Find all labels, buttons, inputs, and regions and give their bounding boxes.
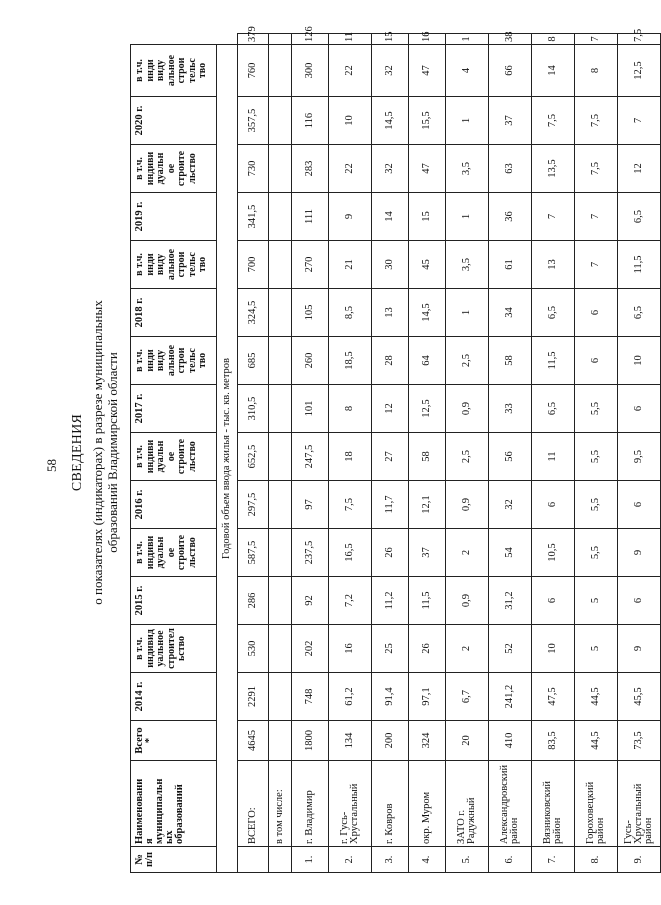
row-value-cell: 54 (489, 529, 532, 577)
row-name-cell: Александровский район (489, 761, 532, 847)
row-value-cell: 1 (446, 34, 489, 45)
row-value-cell: 6 (532, 481, 575, 529)
row-value-cell: 101 (292, 385, 329, 433)
header-year-individual (131, 625, 217, 673)
row-value-cell (269, 673, 292, 721)
row-value-cell (269, 241, 292, 289)
header-year-individual-line: альное (165, 248, 177, 281)
row-value-cell: 6 (618, 481, 661, 529)
row-value-cell: 3,5 (446, 145, 489, 193)
row-value-cell: 20 (446, 721, 489, 761)
header-name-line: ых (164, 830, 175, 844)
row-value-cell: 283 (292, 145, 329, 193)
row-value-cell: 7,5 (329, 481, 372, 529)
header-year-individual-line: виду (155, 253, 166, 276)
header-year-individual (131, 145, 217, 193)
header-year-individual-line: тельс (186, 252, 198, 277)
row-value-cell: 6 (618, 385, 661, 433)
row-value-cell: 12,1 (409, 481, 446, 529)
header-year-individual-line: в т.ч. (134, 157, 145, 180)
header-year-individual-line: альное (165, 54, 177, 87)
header-year-individual-line: в т.ч. (134, 637, 145, 660)
row-value-cell: 2 (446, 529, 489, 577)
header-year-individual-line: тво (197, 352, 208, 369)
row-value-cell: 241,2 (489, 673, 532, 721)
row-num-cell: 4. (409, 847, 446, 873)
row-value-cell (269, 625, 292, 673)
row-value-cell: 16,5 (329, 529, 372, 577)
row-value-cell: 32 (489, 481, 532, 529)
header-name-line: я (144, 838, 155, 844)
row-value-cell: 33 (489, 385, 532, 433)
row-value-cell: 13,5 (532, 145, 575, 193)
row-value-cell: 111 (292, 193, 329, 241)
row-value-cell: 11 (532, 433, 575, 481)
header-year-individual (131, 45, 217, 97)
row-value-cell: 18 (329, 433, 372, 481)
header-year-individual-line: индиви (144, 535, 156, 570)
row-value-cell: 9,5 (618, 433, 661, 481)
row-value-cell: 530 (238, 625, 269, 673)
row-value-cell: 310,5 (238, 385, 269, 433)
header-year-individual-line: уальное (155, 630, 166, 667)
table-row (409, 34, 446, 873)
subtitle-line: образований Владимирской области (105, 352, 120, 553)
document-subtitle (90, 0, 120, 905)
row-value-cell: 30 (372, 241, 409, 289)
row-value-cell: 56 (489, 433, 532, 481)
row-value-cell: 97,1 (409, 673, 446, 721)
row-value-cell: 10,5 (532, 529, 575, 577)
row-value-cell: 18,5 (329, 337, 372, 385)
row-value-cell: 28 (372, 337, 409, 385)
row-value-cell: 300 (292, 45, 329, 97)
row-name-cell: Гусь-Хрустальный район (618, 761, 661, 847)
row-value-cell: 11,5 (618, 241, 661, 289)
section-title-row (217, 34, 238, 873)
table-row (292, 34, 329, 873)
row-value-cell: 9 (618, 529, 661, 577)
header-total-line: * (144, 737, 155, 744)
header-year-individual-line: ьство (176, 636, 187, 661)
row-value-cell: 341,5 (238, 193, 269, 241)
row-value-cell: 15,5 (409, 97, 446, 145)
row-num-cell: 7. (532, 847, 575, 873)
row-value-cell: 58 (409, 433, 446, 481)
row-value-cell: 6 (532, 577, 575, 625)
subtitle-line: о показателях (индикаторах) в разрезе муниципальных (90, 300, 105, 605)
row-value-cell: 8 (575, 45, 618, 97)
row-value-cell: 730 (238, 145, 269, 193)
row-num-cell: 2. (329, 847, 372, 873)
table-row (532, 34, 575, 873)
header-year-individual-line: строи (176, 57, 187, 84)
row-value-cell: 4645 (238, 721, 269, 761)
row-value-cell: 410 (489, 721, 532, 761)
header-year-individual-line: индивид (144, 629, 156, 668)
header-year-individual-line: в т.ч. (134, 253, 145, 276)
row-num-cell: 6. (489, 847, 532, 873)
row-value-cell: 44,5 (575, 673, 618, 721)
row-value-cell: 11,5 (409, 577, 446, 625)
row-value-cell: 44,5 (575, 721, 618, 761)
row-value-cell: 31,2 (489, 577, 532, 625)
row-value-cell: 700 (238, 241, 269, 289)
row-value-cell: 126 (292, 34, 329, 45)
row-value-cell: 10 (329, 97, 372, 145)
row-value-cell (269, 193, 292, 241)
row-value-cell: 0,9 (446, 577, 489, 625)
header-year: 2015 г. (131, 577, 217, 625)
row-num-cell: 3. (372, 847, 409, 873)
header-year-individual-line: альное (165, 344, 177, 377)
row-value-cell: 47,5 (532, 673, 575, 721)
row-value-cell: 7,5 (532, 97, 575, 145)
row-value-cell: 92 (292, 577, 329, 625)
row-name-cell: ЗАТО г. Радужный (446, 761, 489, 847)
row-value-cell: 1 (446, 193, 489, 241)
row-value-cell: 247,5 (292, 433, 329, 481)
row-value-cell: 0,9 (446, 385, 489, 433)
row-value-cell: 5 (575, 625, 618, 673)
row-value-cell: 15 (409, 193, 446, 241)
row-value-cell: 14,5 (409, 289, 446, 337)
row-value-cell: 748 (292, 673, 329, 721)
row-value-cell: 7,2 (329, 577, 372, 625)
table-row (372, 34, 409, 873)
header-num-line: № (134, 854, 145, 865)
indicators-table-wrapper (130, 26, 661, 873)
header-year-individual-line: в т.ч. (134, 59, 145, 82)
header-year-individual-line: индиви (144, 439, 156, 474)
header-year-individual-line: в т.ч. (134, 541, 145, 564)
row-value-cell: 11,5 (532, 337, 575, 385)
indicators-table (130, 26, 661, 873)
header-year-individual-line: тельс (186, 58, 198, 83)
row-value-cell: 260 (292, 337, 329, 385)
row-value-cell (269, 289, 292, 337)
header-year-individual-line: дуальн (155, 440, 166, 473)
row-value-cell: 37 (409, 529, 446, 577)
row-name-cell: г. Гусь-Хрустальный (329, 761, 372, 847)
table-row (446, 34, 489, 873)
row-value-cell: 357,5 (238, 97, 269, 145)
row-value-cell: 324 (409, 721, 446, 761)
row-value-cell: 12 (618, 145, 661, 193)
row-value-cell: 16 (409, 34, 446, 45)
row-value-cell: 5,5 (575, 385, 618, 433)
row-value-cell: 22 (329, 45, 372, 97)
row-value-cell: 286 (238, 577, 269, 625)
row-value-cell: 134 (329, 721, 372, 761)
row-value-cell: 97 (292, 481, 329, 529)
header-name-line: Наименовани (134, 778, 145, 844)
row-value-cell: 7 (532, 193, 575, 241)
row-value-cell: 3,5 (446, 241, 489, 289)
header-year-individual-line: льство (186, 441, 198, 472)
header-year-individual-line: дуальн (155, 536, 166, 569)
row-value-cell: 16 (329, 625, 372, 673)
row-value-cell: 13 (372, 289, 409, 337)
row-value-cell: 379 (238, 34, 269, 45)
row-value-cell: 1800 (292, 721, 329, 761)
row-value-cell: 6 (575, 337, 618, 385)
row-value-cell: 587,5 (238, 529, 269, 577)
row-value-cell: 324,5 (238, 289, 269, 337)
header-year-individual-line: индиви (144, 151, 156, 186)
header-year-individual-line: тво (197, 256, 208, 273)
row-value-cell: 38 (489, 34, 532, 45)
header-year: 2020 г. (131, 97, 217, 145)
header-year-individual-line: льство (186, 537, 198, 568)
row-value-cell: 14,5 (372, 97, 409, 145)
row-value-cell: 6 (575, 289, 618, 337)
header-year-individual-line: строител (165, 628, 177, 669)
header-name (131, 761, 217, 847)
row-name-cell: в том числе: (269, 761, 292, 847)
row-value-cell (269, 433, 292, 481)
row-value-cell: 6,5 (618, 289, 661, 337)
header-year-individual-line: ое (165, 451, 177, 462)
row-value-cell: 52 (489, 625, 532, 673)
row-num-cell (238, 847, 269, 873)
header-year-individual-line: льство (186, 153, 198, 184)
row-value-cell: 47 (409, 145, 446, 193)
header-num (131, 847, 217, 873)
row-value-cell (269, 97, 292, 145)
row-value-cell: 760 (238, 45, 269, 97)
header-total-line: Всего (134, 727, 145, 754)
row-value-cell: 2,5 (446, 433, 489, 481)
row-value-cell (269, 45, 292, 97)
row-value-cell: 6,5 (532, 289, 575, 337)
header-name-line: муниципальн (154, 778, 165, 844)
row-value-cell: 0,9 (446, 481, 489, 529)
row-value-cell: 6,5 (618, 193, 661, 241)
row-value-cell (269, 721, 292, 761)
row-value-cell: 11,2 (372, 577, 409, 625)
header-year: 2016 г. (131, 481, 217, 529)
row-value-cell: 11 (329, 34, 372, 45)
row-value-cell: 36 (489, 193, 532, 241)
row-value-cell: 7 (575, 241, 618, 289)
row-value-cell: 685 (238, 337, 269, 385)
table-body (217, 26, 661, 873)
header-year-individual-line: ое (165, 163, 177, 174)
row-value-cell: 63 (489, 145, 532, 193)
row-value-cell: 25 (372, 625, 409, 673)
header-year-individual (131, 337, 217, 385)
row-value-cell (269, 577, 292, 625)
row-value-cell: 8,5 (329, 289, 372, 337)
row-value-cell (269, 145, 292, 193)
header-year-individual-line: инди (144, 349, 156, 372)
row-value-cell: 2,5 (446, 337, 489, 385)
row-value-cell: 47 (409, 45, 446, 97)
header-year: 2019 г. (131, 193, 217, 241)
header-year-individual-line: ое (165, 547, 177, 558)
row-value-cell: 15 (372, 34, 409, 45)
header-year-individual-line: в т.ч. (134, 445, 145, 468)
table-row (618, 34, 661, 873)
header-year-individual-line: тво (197, 62, 208, 79)
row-value-cell (269, 481, 292, 529)
row-value-cell: 8 (329, 385, 372, 433)
row-value-cell: 6,5 (532, 385, 575, 433)
header-year-individual-line: тельс (186, 348, 198, 373)
row-value-cell: 6,7 (446, 673, 489, 721)
table-row (329, 34, 372, 873)
row-value-cell: 202 (292, 625, 329, 673)
header-year-individual-line: строите (176, 150, 187, 187)
header-year-individual-line: строите (176, 534, 187, 571)
row-value-cell (269, 34, 292, 45)
table-row-including (269, 34, 292, 873)
row-value-cell: 5 (575, 577, 618, 625)
header-name-line: образований (174, 784, 185, 844)
row-value-cell: 1 (446, 289, 489, 337)
header-year-individual-line: дуальн (155, 152, 166, 185)
row-value-cell: 5,5 (575, 529, 618, 577)
row-value-cell: 32 (372, 45, 409, 97)
row-value-cell (269, 529, 292, 577)
row-name-cell: окр. Муром (409, 761, 446, 847)
row-value-cell: 7,5 (575, 145, 618, 193)
row-value-cell: 27 (372, 433, 409, 481)
row-value-cell: 91,4 (372, 673, 409, 721)
row-value-cell: 83,5 (532, 721, 575, 761)
header-year-individual-line: строите (176, 438, 187, 475)
header-year: 2017 г. (131, 385, 217, 433)
row-value-cell: 13 (532, 241, 575, 289)
row-value-cell: 73,5 (618, 721, 661, 761)
row-value-cell: 37 (489, 97, 532, 145)
row-value-cell (269, 337, 292, 385)
row-value-cell: 4 (446, 45, 489, 97)
header-year-individual-line: инди (144, 59, 156, 82)
row-value-cell: 2291 (238, 673, 269, 721)
row-value-cell: 2 (446, 625, 489, 673)
row-value-cell: 5,5 (575, 481, 618, 529)
document-title: СВЕДЕНИЯ (70, 413, 85, 492)
row-value-cell: 14 (532, 45, 575, 97)
header-year-individual-line: инди (144, 253, 156, 276)
row-value-cell: 7,5 (618, 34, 661, 45)
row-name-cell: ВСЕГО: (238, 761, 269, 847)
row-value-cell: 64 (409, 337, 446, 385)
row-num-cell: 9. (618, 847, 661, 873)
row-value-cell: 116 (292, 97, 329, 145)
row-value-cell: 11,7 (372, 481, 409, 529)
row-value-cell: 12 (372, 385, 409, 433)
header-year-individual (131, 241, 217, 289)
row-value-cell: 9 (618, 625, 661, 673)
row-value-cell: 12,5 (618, 45, 661, 97)
row-value-cell: 14 (372, 193, 409, 241)
row-value-cell: 7 (575, 34, 618, 45)
row-value-cell: 45 (409, 241, 446, 289)
table-header-row (131, 34, 217, 873)
header-year-individual-line: строи (176, 347, 187, 374)
row-value-cell: 45,5 (618, 673, 661, 721)
row-name-cell: г. Ковров (372, 761, 409, 847)
row-name-cell: г. Владимир (292, 761, 329, 847)
section-title-cell: Годовой объем ввода жилья - тыс. кв. метров (217, 45, 238, 873)
header-year-individual-line: строи (176, 251, 187, 278)
row-value-cell: 297,5 (238, 481, 269, 529)
header-num-line: п/п (144, 851, 155, 868)
row-value-cell (269, 385, 292, 433)
row-value-cell: 9 (329, 193, 372, 241)
row-value-cell: 1 (446, 97, 489, 145)
row-value-cell: 652,5 (238, 433, 269, 481)
table-row (575, 34, 618, 873)
row-value-cell: 10 (618, 337, 661, 385)
row-value-cell: 32 (372, 145, 409, 193)
row-num-cell: 5. (446, 847, 489, 873)
page-number: 58 (44, 459, 59, 472)
row-num-cell (269, 847, 292, 873)
row-value-cell: 270 (292, 241, 329, 289)
row-value-cell: 12,5 (409, 385, 446, 433)
row-value-cell: 66 (489, 45, 532, 97)
row-name-cell: Вязниковский район (532, 761, 575, 847)
row-value-cell: 26 (372, 529, 409, 577)
row-value-cell: 6 (618, 577, 661, 625)
row-value-cell: 61,2 (329, 673, 372, 721)
row-num-cell: 1. (292, 847, 329, 873)
header-year-individual-line: в т.ч. (134, 349, 145, 372)
header-year-individual (131, 433, 217, 481)
row-value-cell: 61 (489, 241, 532, 289)
row-value-cell: 7 (575, 193, 618, 241)
row-value-cell: 7 (618, 97, 661, 145)
row-value-cell: 22 (329, 145, 372, 193)
row-num-cell: 8. (575, 847, 618, 873)
row-value-cell: 58 (489, 337, 532, 385)
header-year-individual (131, 529, 217, 577)
row-value-cell: 7,5 (575, 97, 618, 145)
row-value-cell: 26 (409, 625, 446, 673)
table-row-total (238, 34, 269, 873)
header-total (131, 721, 217, 761)
row-value-cell: 21 (329, 241, 372, 289)
row-value-cell: 10 (532, 625, 575, 673)
row-name-cell: Гороховецкий район (575, 761, 618, 847)
table-row (489, 34, 532, 873)
row-value-cell: 200 (372, 721, 409, 761)
row-value-cell: 34 (489, 289, 532, 337)
row-value-cell: 8 (532, 34, 575, 45)
row-value-cell: 105 (292, 289, 329, 337)
header-year: 2014 г. (131, 673, 217, 721)
row-value-cell: 5,5 (575, 433, 618, 481)
header-year-individual-line: виду (155, 349, 166, 372)
header-year-individual-line: виду (155, 59, 166, 82)
row-value-cell: 237,5 (292, 529, 329, 577)
header-year: 2018 г. (131, 289, 217, 337)
